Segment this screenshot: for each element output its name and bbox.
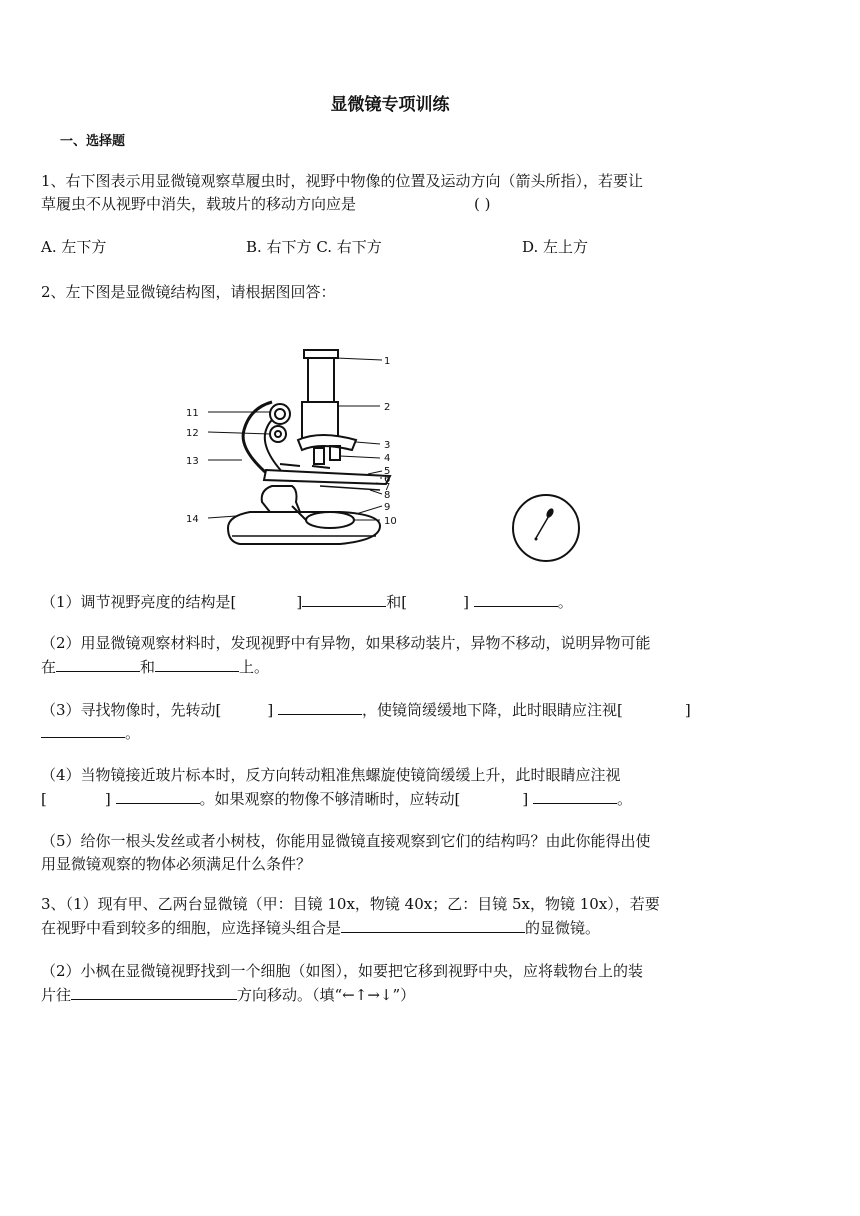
blank[interactable] [155,655,239,672]
q2-part3-line2: 。 [41,721,140,744]
blank[interactable] [71,983,237,1000]
q1-line1: 1、右下图表示用显微镜观察草履虫时，视野中物像的位置及运动方向（箭头所指），若要让 [41,172,644,190]
label-5: 5 [384,466,391,477]
q3-part2-line2: 片往 方向移动。（填“←↑→↓”） [41,983,415,1006]
blank[interactable] [341,916,525,933]
q2-part5-line2: 用显微镜观察的物体必须满足什么条件？ [41,855,312,873]
label-14: 14 [186,514,199,525]
label-7: 7 [384,482,391,493]
q1-answer-paren: ( ) [474,195,491,213]
q2-part1: （1）调节视野亮度的结构是[ ] 和[ ] 。 [41,590,573,613]
label-13: 13 [186,456,199,467]
blank[interactable] [302,590,386,607]
blank[interactable] [116,787,200,804]
field-of-view-diagram [506,490,586,566]
q1-option-b: B. 右下方 C. 右下方 [246,238,382,256]
q2-part3: （3）寻找物像时，先转动[ ] ，使镜筒缓缓地下降，此时眼睛应注视[ ] [41,698,691,721]
q2-part5-line1: （5）给你一根头发丝或者小树枝，你能用显微镜直接观察到它们的结构吗？由此你能得出使 [41,832,651,850]
q1-option-a: A. 左下方 [41,238,107,256]
label-8: 8 [384,490,391,501]
q1-line2: 草履虫不从视野中消失，载玻片的移动方向应是 [41,195,357,213]
label-12: 12 [186,428,199,439]
label-9: 9 [384,502,391,513]
q3-part1-line1: 3、（1）现有甲、乙两台显微镜（甲：目镜 10x，物镜 40x；乙：目镜 5x，物镜 10x），若要 [41,895,660,913]
page-title: 显微镜专项训练 [330,95,450,115]
q1-option-d: D. 左上方 [522,238,589,256]
label-4: 4 [384,453,391,464]
label-11: 11 [186,408,199,419]
q3-part2-line1: （2）小枫在显微镜视野找到一个细胞（如图），如要把它移到视野中央，应将载物台上的装 [41,962,644,980]
q3-part1-line2: 在视野中看到较多的细胞，应选择镜头组合是 的显微镜。 [41,916,600,939]
blank[interactable] [56,655,140,672]
microscope-diagram [180,330,420,560]
label-3: 3 [384,440,391,451]
label-2: 2 [384,402,391,413]
blank[interactable] [533,787,617,804]
label-1: 1 [384,356,391,367]
blank[interactable] [278,698,362,715]
q2-part2-line2: 在 和 上。 [41,655,269,678]
blank[interactable] [474,590,558,607]
label-6: 6 [384,474,391,485]
q2-intro: 2、左下图是显微镜结构图，请根据图回答： [41,283,336,301]
q2-part4-line1: （4）当物镜接近玻片标本时，反方向转动粗准焦螺旋使镜筒缓缓上升，此时眼睛应注视 [41,766,621,784]
section-heading: 一、选择题 [60,134,126,149]
label-10: 10 [384,516,397,527]
blank[interactable] [41,721,125,738]
q2-part4-line2: [ ] 。如果观察的物像不够清晰时，应转动[ ] 。 [41,787,632,810]
q2-part2-line1: （2）用显微镜观察材料时，发现视野中有异物，如果移动装片，异物不移动，说明异物可能 [41,634,651,652]
